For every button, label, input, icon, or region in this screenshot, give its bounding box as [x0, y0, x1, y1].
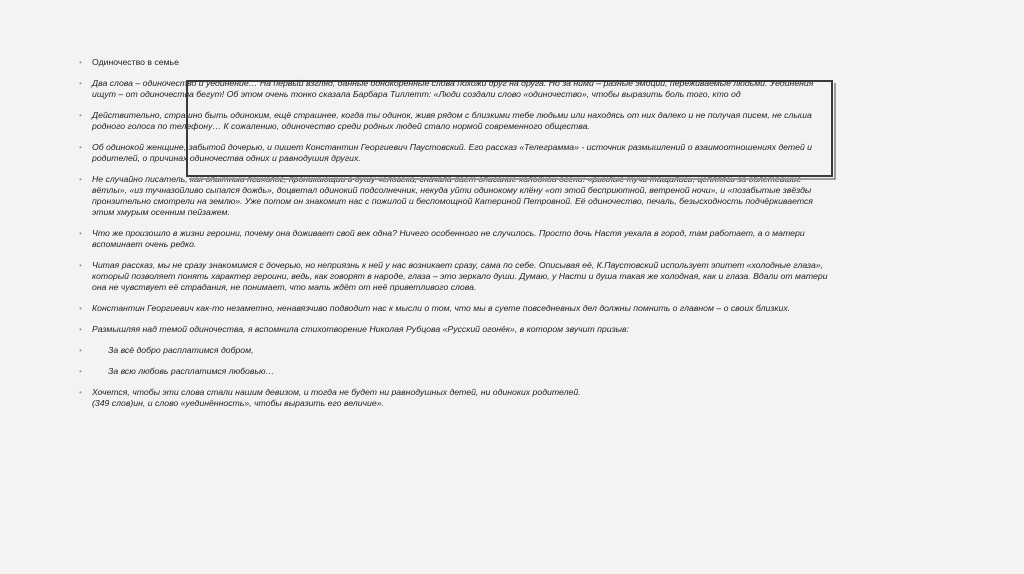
paragraph: • Размышляя над темой одиночества, я вспомнила стихотворение Николая Рубцова «Русский огонёк», в котором звучит призыв: — [76, 324, 836, 335]
paragraph: • Читая рассказ, мы не сразу знакомимся с дочерью, но неприязнь к ней у нас возникает сразу, сама по себе. Описывая её, К.Паустовский использует эпитет «холодные глаза», который позволяет понять характер героини, ведь, как говорят в народе, глаза – это зеркало души. Думаю, у Насти и душа такая же холодная, как и глаза. Вдали от матери она не чувствует её страдания, не понимает, что мать ждёт от неё приветливого слова. — [76, 260, 836, 293]
poem-line: • За всю любовь расплатимся любовью… — [76, 366, 836, 377]
word-count-line: (349 слов)ин, и слово «уединённость», чтобы выразить его величие». — [92, 398, 384, 408]
poem-line: • За всё добро расплатимся добром, — [76, 345, 836, 356]
essay-title: • Одиночество в семье — [76, 57, 836, 68]
highlight-frame — [186, 80, 833, 177]
paragraph: • Два слова – одиночество и уединение… На первый взгляд, данные однокоренные слова похожи друг на друга. Но за ними – разные эмоции, переживаемые людьми. Уединения ищут – от одиночества бегут! Об этом очень тонко сказала Барбара Тиллетт: «Люди создали слово «одиночество», чтобы выразить боль того, кто од — [76, 78, 836, 100]
closing-paragraph — [76, 387, 836, 409]
closing-line: • Хочется, чтобы эти слова стали нашим девизом, и тогда не будет ни равнодушных детей, ни одиноких родителей. — [92, 387, 581, 397]
paragraph: • Действительно, страшно быть одиноким, ещё страшнее, когда ты одинок, живя рядом с близкими тебе людьми или находясь от них далеко и не получая писем, не слыша родного голоса по телефону… К сожалению, одиночество среди родных людей стало нормой современного общества. — [76, 110, 836, 132]
paragraph: • Константин Георгиевич как-то незаметно, ненавязчиво подводит нас к мысли о том, что мы в суете повседневных дел должны помнить о главном – о своих близких. — [76, 303, 836, 314]
paragraph: • Об одинокой женщине, забытой дочерью, и пишет Константин Георгиевич Паустовский. Его рассказ «Телеграмма» - источник размышлений о взаимоотношениях детей и родителей, о причинах одиночества одних и равнодушия других. — [76, 142, 836, 164]
paragraph: • Что же произошло в жизни героини, почему она доживает свой век одна? Ничего особенного не случилось. Просто дочь Настя уехала в город, там работает, а о матери вспоминает очень редко. — [76, 228, 836, 250]
paragraph: • Не случайно писатель, как опытный психолог, проникающий в душу человека, сначала даёт описание холодной осени: «рыхлые тучи тащились, цепляясь за облетевшие вётлы», «из тучназойливо сыпался дождь», доцветал одинокий подсолнечник, некуда уйти одинокому клёну «от этой бесприютной, ветреной ночи», и «позабытые звёзды пронзительно смотрели на землю». Уже потом он знакомит нас с пожилой и беспомощной Катериной Петровной. Её одиночество, печаль, безысходность подчёркивается этим хмурым осенним пейзажем. — [76, 174, 836, 218]
